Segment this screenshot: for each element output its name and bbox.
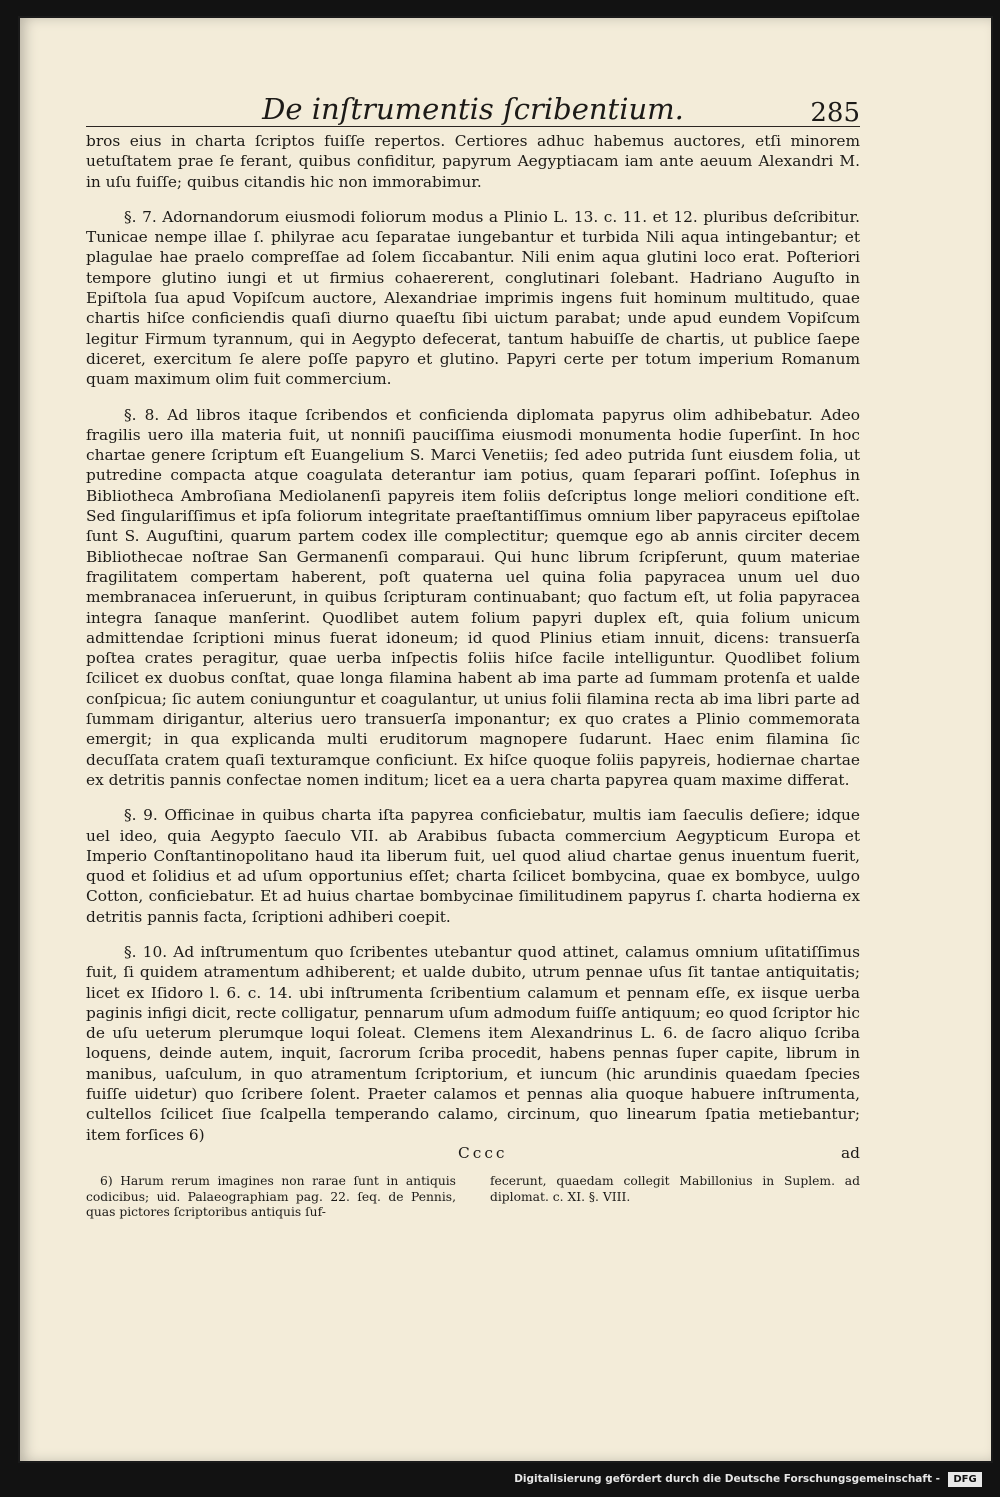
dfg-logo-icon: DFG [948,1472,982,1487]
page-number: 285 [810,98,860,128]
signature-mark: Cccc [458,1143,508,1162]
running-title: De inſtrumentis ſcribentium. [262,92,684,126]
paragraph-section-7: §. 7. Adornandorum eiusmodi foliorum modus a Plinio L. 13. c. 11. et 12. pluribus deſcribitur. Tunicae nempe illae ſ. philyrae acu ſeparatae iungebantur et turbida Nili aqua intingebantur; et plagulae hae praelo compreſſae ad ſolem ſiccabantur. Nili enim aqua glutini loco erat. Poſteriori tempore glutino iungi et ut firmius cohaererent, conglutinari ſolebant. Hadriano Auguſto in Epiſtola ſua apud Vopiſcum auctore, Alexandriae imprimis ingens fuit hominum multitudo, quae chartis hiſce conficiendis quaſi diurno quaeſtu ſibi uictum parabat; unde apud eundem Vopiſcum legitur Firmum tyrannum, qui in Aegypto defecerat, tantum habuiſſe de chartis, ut publice ſaepe diceret, exercitum ſe alere poſſe papyro et glutino. Papyri certe per totum imperium Romanum quam maximum olim fuit commercium. [86,207,860,389]
body-text [86,131,860,1145]
paragraph-section-9: §. 9. Officinae in quibus charta iſta papyrea conficiebatur, multis iam ſaeculis deſiere; idque uel ideo, quia Aegypto ſaeculo VII. ab Arabibus ſubacta commercium Aegypticum Europa et Imperio Conſtantinopolitano haud ita liberum fuit, uel quod aliud chartae genus inuentum fuerit, quod et ſolidius et ad uſum opportunius eſſet; charta ſcilicet bombycina, quae ex bombyce, uulgo Cotton, conficiebatur. Et ad huius chartae bombycinae ſimilitudinem papyrus ſ. charta hodierna ex detritis pannis facta, ſcriptioni adhiberi coepit. [86,806,860,926]
paragraph-section-8: §. 8. Ad libros itaque ſcribendos et conficienda diplomata papyrus olim adhibebatur. Adeo fragilis uero illa materia fuit, ut nonniſi pauciſſima eiusmodi monumenta hodie ſuperſint. In hoc chartae genere ſcriptum eſt Euangelium S. Marci Venetiis; ſed adeo putrida ſunt eiusdem folia, ut putredine compacta atque coagulata deterantur iam potius, quam ſeparari poſſint. Ioſephus in Bibliotheca Ambroſiana Mediolanenſi papyreis item foliis deſcriptus longe meliori conditione eſt. Sed ſingulariſſimus et ipſa foliorum integritate praeſtantiſſimus omnium liber papyraceus epiſtolae ſunt S. Auguſtini, quarum partem codex ille complectitur; quemque ego ab annis circiter decem Bibliothecae noſtrae San Germanenſi comparaui. Qui hunc librum ſcripſerunt, quum materiae fragilitatem compertam haberent, poſt quaterna uel quina folia papyracea unum uel duo membranacea inſeruerunt, in quibus ſcripturam continuabant; quo factum eſt, ut folia papyracea integra ſanaque manſerint. Quodlibet autem folium papyri duplex eſt, quia folium unicum admittendae ſcriptioni minus fuerat idoneum; id quod Plinius etiam innuit, dicens: transuerſa poſtea crates peragitur, quae uerba inſpectis foliis hiſce facile intelliguntur. Quodlibet folium ſcilicet ex duobus conſtat, quae longa filamina habent ab ima parte ad ſummam protenſa et ualde conſpicua; ſic autem coniunguntur et coagulantur, ut unius folii filamina recta ab ima libri parte ad ſummam dirigantur, alterius uero transuerſa imponantur; ex quo crates a Plinio commemorata emergit; in qua explicanda multi eruditorum magnopere ſudarunt. Haec enim filamina ſic decuſſata cratem quaſi texturamque conficiunt. Ex hiſce quoque foliis papyreis, hodiernae chartae ex detritis pannis confectae nomen inditum; licet ea a uera charta papyrea quam maxime differat. [86,405,860,789]
text-block [86,74,860,1221]
footnote-right-column: fecerunt, quaedam collegit Mabillonius in Suplem. ad diplomat. c. XI. §. VIII. [490,1173,860,1204]
catchword: ad [841,1143,860,1162]
signature-line [86,1144,860,1166]
footnote-left-column: 6) Harum rerum imagines non rarae ſunt in antiquis codicibus; uid. Palaeographiam pag. 22. ſeq. de Pennis, quas pictores ſcriptoribus antiquis ſuf- [86,1173,456,1220]
footnotes [86,1174,860,1221]
page-header [86,74,860,127]
digitization-footer [0,1463,1000,1497]
book-page [18,16,993,1463]
paragraph-section-10: §. 10. Ad inſtrumentum quo ſcribentes utebantur quod attinet, calamus omnium uſitatiſſimus fuit, ſi quidem atramentum adhiberent; et ualde dubito, utrum pennae uſus ſit tantae antiquitatis; licet ex Iſidoro l. 6. c. 14. ubi inſtrumenta ſcribentium calamum et pennam eſſe, ex iisque uerba paginis infigi dicit, recte colligatur, pennarum uſum admodum fuiſſe antiquum; eo quod ſcriptor hic de uſu ueterum plerumque loqui ſoleat. Clemens item Alexandrinus L. 6. de ſacro aliquo ſcriba loquens, deinde autem, inquit, ſacrorum ſcriba procedit, habens pennas ſuper capite, librum in manibus, uaſculum, in quo atramentum ſcriptorium, et iuncum (hic arundinis quaedam ſpecies fuiſſe uidetur) quo ſcribere ſolent. Praeter calamos et pennas alia quoque habuere inſtrumenta, cultellos ſcilicet ſiue ſcalpella temperando calamo, circinum, quo linearum ſpatia metiebantur; item forſices 6) [86,942,860,1144]
paragraph-continuation: bros eius in charta ſcriptos fuiſſe repertos. Certiores adhuc habemus auctores, etſi minorem uetuſtatem prae ſe ferant, quibus confiditur, papyrum Aegyptiacam iam ante aeuum Alexandri M. in uſu fuiſſe; quibus citandis hic non immorabimur. [86,132,860,191]
digitization-note: Digitalisierung gefördert durch die Deutsche Forschungsgemeinschaft - [514,1473,940,1485]
